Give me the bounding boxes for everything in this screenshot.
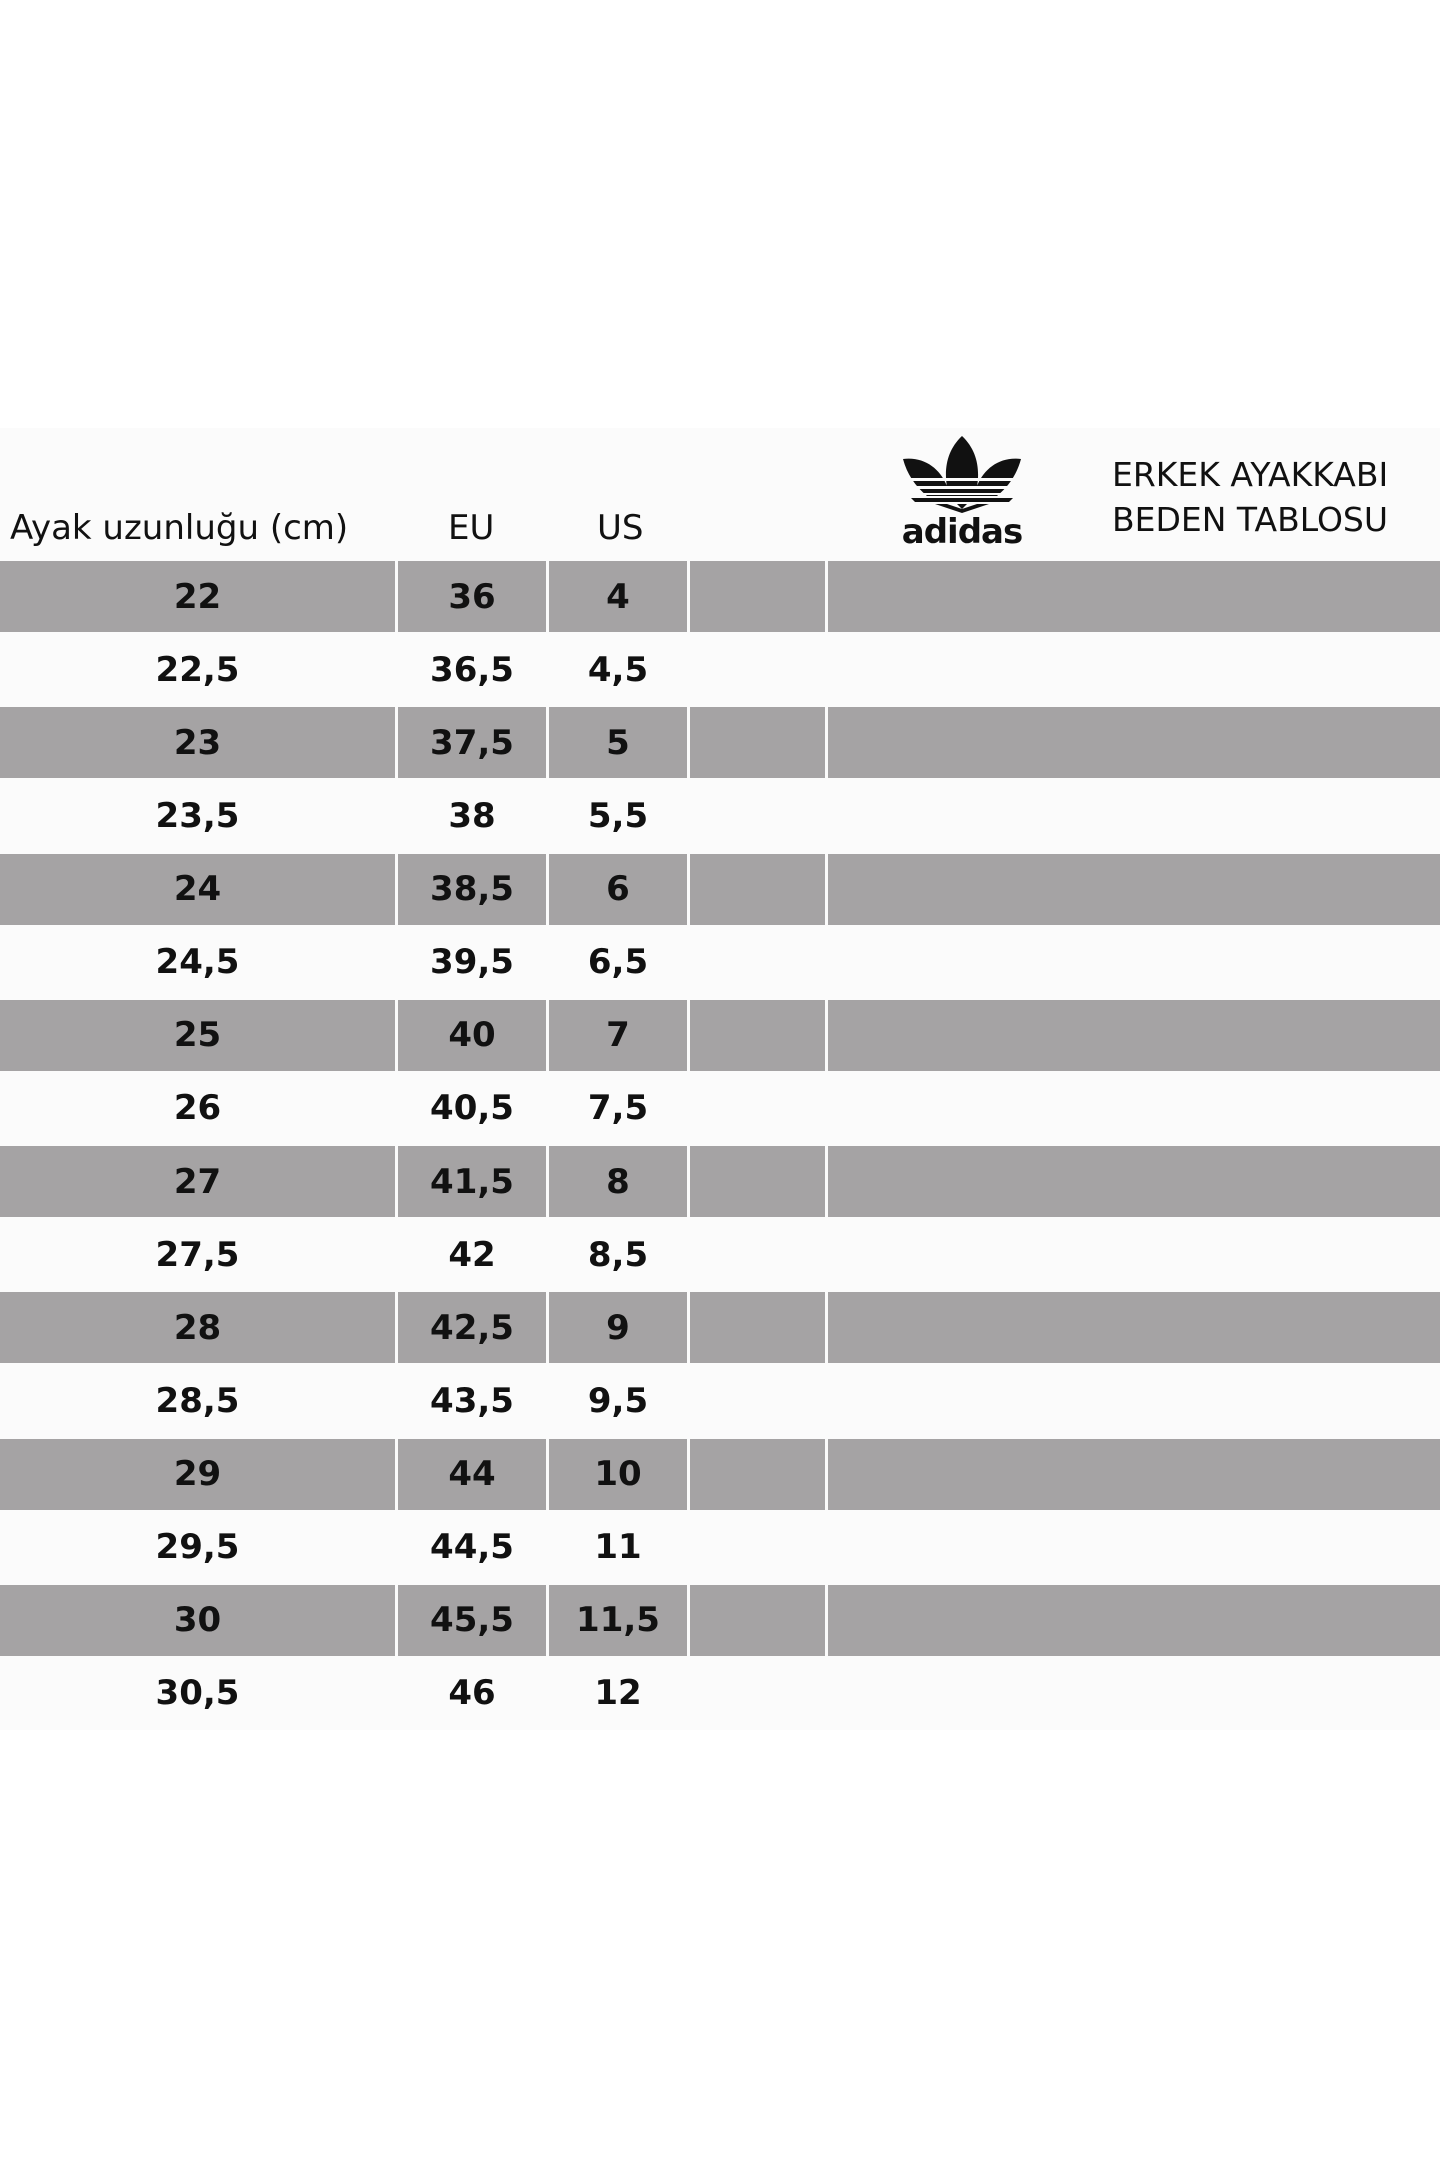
cell-us-size: 5 bbox=[549, 707, 687, 778]
cell-us-size: 9,5 bbox=[587, 1380, 649, 1421]
cell-eu-size: 45,5 bbox=[398, 1585, 546, 1656]
cell-empty bbox=[828, 634, 1440, 705]
cell-empty bbox=[690, 1000, 825, 1071]
table-row bbox=[0, 1145, 1440, 1218]
cell-eu-size: 40 bbox=[398, 1000, 546, 1071]
table-row bbox=[0, 1438, 1440, 1511]
cell-empty bbox=[828, 780, 1440, 851]
adidas-trefoil-icon bbox=[897, 434, 1027, 514]
cell-empty bbox=[828, 561, 1440, 632]
cell-empty bbox=[828, 1512, 1440, 1583]
cell-eu-size: 40,5 bbox=[430, 1088, 514, 1129]
table-row bbox=[0, 1291, 1440, 1364]
table-row bbox=[0, 999, 1440, 1072]
table-row bbox=[0, 706, 1440, 779]
cell-empty bbox=[690, 1585, 825, 1656]
table-row bbox=[0, 1657, 1440, 1730]
cell-foot-length: 27,5 bbox=[155, 1234, 240, 1275]
cell-eu-size: 42,5 bbox=[398, 1292, 546, 1363]
cell-empty bbox=[828, 927, 1440, 998]
cell-eu-size: 44 bbox=[398, 1439, 546, 1510]
cell-foot-length: 28 bbox=[0, 1292, 395, 1363]
table-row bbox=[0, 633, 1440, 706]
cell-foot-length: 28,5 bbox=[155, 1380, 240, 1421]
cell-empty bbox=[690, 707, 825, 778]
cell-empty bbox=[690, 1219, 825, 1290]
cell-empty bbox=[690, 1658, 825, 1729]
cell-empty bbox=[690, 1073, 825, 1144]
cell-empty bbox=[690, 1439, 825, 1510]
cell-foot-length: 25 bbox=[0, 1000, 395, 1071]
cell-empty bbox=[690, 780, 825, 851]
cell-foot-length: 30,5 bbox=[155, 1673, 240, 1714]
cell-eu-size: 43,5 bbox=[430, 1380, 514, 1421]
cell-foot-length: 30 bbox=[0, 1585, 395, 1656]
cell-eu-size: 41,5 bbox=[398, 1146, 546, 1217]
chart-header bbox=[0, 428, 1440, 560]
cell-us-size: 5,5 bbox=[587, 795, 649, 836]
cell-us-size: 6 bbox=[549, 854, 687, 925]
cell-empty bbox=[690, 927, 825, 998]
cell-empty bbox=[828, 1365, 1440, 1436]
cell-empty bbox=[690, 1365, 825, 1436]
cell-foot-length: 24 bbox=[0, 854, 395, 925]
cell-us-size: 11 bbox=[594, 1527, 642, 1568]
cell-foot-length: 26 bbox=[173, 1088, 222, 1129]
cell-empty bbox=[828, 1219, 1440, 1290]
cell-eu-size: 42 bbox=[448, 1234, 496, 1275]
cell-foot-length: 23 bbox=[0, 707, 395, 778]
chart-title-line-1: ERKEK AYAKKABI bbox=[1112, 455, 1389, 494]
cell-us-size: 7 bbox=[549, 1000, 687, 1071]
cell-empty bbox=[690, 1512, 825, 1583]
cell-us-size: 11,5 bbox=[549, 1585, 687, 1656]
cell-empty bbox=[828, 707, 1440, 778]
cell-foot-length: 22 bbox=[0, 561, 395, 632]
column-header-us: US bbox=[597, 508, 644, 548]
cell-us-size: 6,5 bbox=[587, 942, 649, 983]
cell-empty bbox=[828, 854, 1440, 925]
cell-empty bbox=[690, 634, 825, 705]
cell-us-size: 10 bbox=[549, 1439, 687, 1510]
cell-empty bbox=[690, 854, 825, 925]
table-row bbox=[0, 1511, 1440, 1584]
cell-empty bbox=[828, 1000, 1440, 1071]
table-row bbox=[0, 779, 1440, 852]
cell-empty bbox=[690, 1146, 825, 1217]
table-row bbox=[0, 853, 1440, 926]
cell-foot-length: 29 bbox=[0, 1439, 395, 1510]
table-row bbox=[0, 1584, 1440, 1657]
size-rows bbox=[0, 560, 1440, 1730]
cell-us-size: 7,5 bbox=[587, 1088, 649, 1129]
chart-title bbox=[1112, 452, 1388, 542]
cell-empty bbox=[690, 1292, 825, 1363]
column-header-eu: EU bbox=[448, 508, 495, 548]
cell-foot-length: 22,5 bbox=[155, 649, 240, 690]
cell-eu-size: 38,5 bbox=[398, 854, 546, 925]
cell-us-size: 8,5 bbox=[587, 1234, 649, 1275]
cell-eu-size: 36 bbox=[398, 561, 546, 632]
table-row bbox=[0, 926, 1440, 999]
cell-foot-length: 27 bbox=[0, 1146, 395, 1217]
cell-empty bbox=[828, 1146, 1440, 1217]
cell-eu-size: 38 bbox=[448, 795, 496, 836]
table-row bbox=[0, 1072, 1440, 1145]
table-row bbox=[0, 1364, 1440, 1437]
cell-empty bbox=[828, 1073, 1440, 1144]
cell-foot-length: 29,5 bbox=[155, 1527, 240, 1568]
cell-us-size: 8 bbox=[549, 1146, 687, 1217]
cell-us-size: 4,5 bbox=[587, 649, 649, 690]
cell-eu-size: 36,5 bbox=[430, 649, 514, 690]
cell-foot-length: 23,5 bbox=[155, 795, 240, 836]
cell-empty bbox=[828, 1658, 1440, 1729]
chart-title-line-2: BEDEN TABLOSU bbox=[1112, 500, 1389, 539]
cell-eu-size: 37,5 bbox=[398, 707, 546, 778]
cell-us-size: 12 bbox=[594, 1673, 642, 1714]
brand-logo bbox=[897, 434, 1027, 554]
cell-empty bbox=[690, 561, 825, 632]
cell-us-size: 9 bbox=[549, 1292, 687, 1363]
cell-foot-length: 24,5 bbox=[155, 942, 240, 983]
cell-eu-size: 46 bbox=[448, 1673, 496, 1714]
cell-empty bbox=[828, 1292, 1440, 1363]
brand-wordmark: adidas bbox=[901, 512, 1023, 552]
cell-empty bbox=[828, 1585, 1440, 1656]
column-header-foot-length: Ayak uzunluğu (cm) bbox=[10, 508, 349, 548]
table-row bbox=[0, 560, 1440, 633]
cell-eu-size: 39,5 bbox=[430, 942, 514, 983]
size-chart bbox=[0, 428, 1440, 1730]
table-row bbox=[0, 1218, 1440, 1291]
cell-empty bbox=[828, 1439, 1440, 1510]
cell-eu-size: 44,5 bbox=[430, 1527, 514, 1568]
cell-us-size: 4 bbox=[549, 561, 687, 632]
